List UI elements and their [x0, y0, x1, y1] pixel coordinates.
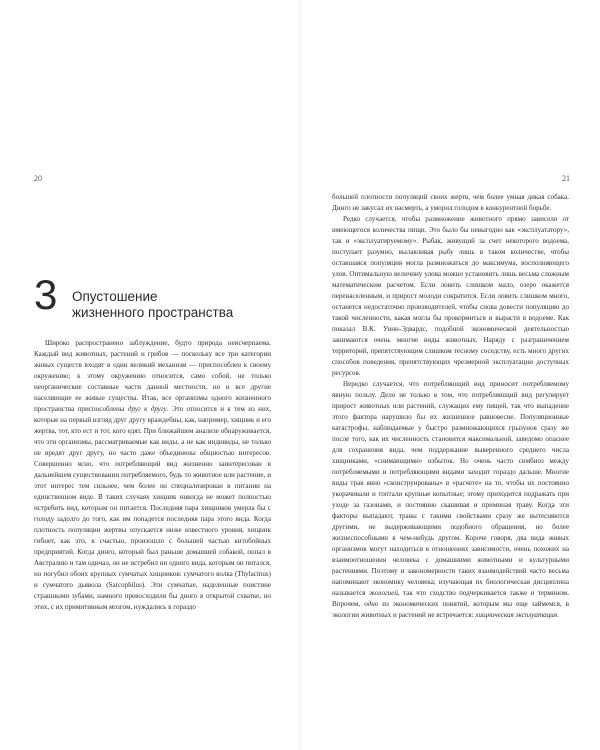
- text-run: . Впрочем,: [332, 589, 569, 608]
- chapter-title: [72, 289, 272, 321]
- text-run: из экономических понятий, которым мы еще займемся, в экологии животных и растений не встречается:: [332, 600, 569, 619]
- chapter-title-line: Опустошение: [72, 289, 158, 304]
- paragraph: [332, 379, 569, 621]
- body-text: [332, 192, 569, 621]
- body-text: [34, 338, 271, 613]
- text-run: Широко распространено заблуждение, будто природа неисчерпаема. Каждый вид животных, растений и грибов — поскольку все три категории живых существ входят в один великий механизм — приспособлен к своему окружению; к этому окружению относится, само собой, не только неорганические составные части данной местности, но и все другие населяющие ее живые существа. Итак, все организмы одного жизненного пространства приспособлены: [34, 339, 271, 413]
- paragraph: [34, 338, 271, 613]
- chapter-title-line: жизненного пространства: [72, 305, 234, 320]
- right-page: [300, 0, 600, 750]
- page-number: 20: [34, 174, 42, 183]
- paragraph: Редко случается, чтобы размножение животного прямо зависело от имеющегося количества пищи. Это было бы невыгодно как «эксплуататору», так и «эксплуатируемому». Рыбак, живущий за счет некоторого водоема, поступает разумно, вылавливая рыбу лишь в таком количестве, чтобы оставшаяся популяция могла размножаться до максимума, восполняющего улов. Оптимальную величину улова можно установить лишь весьма сложным математическим расчетом. Если ловить слишком мало, озеро окажется перенаселенным, и прирост молоди сократится. Если ловить слишком много, останется недостаточно производителей, чтобы снова довести популяцию до такой численности, какая могла бы прокормиться и вырасти в водоеме. Как показал В.К. Уинн-Эдвардс, подобной экономической деятельностью занимаются очень многие виды животных. Наряду с разграничением территорий, препятствующим слишком тесному соседству, есть много других способов поведения, препятствующих чрезмерной эксплуатации доступных ресурсов.: [332, 215, 569, 377]
- italic-run: хищническая эксплуатация: [475, 611, 557, 619]
- chapter-number: 3: [34, 271, 58, 318]
- text-run: Нередко случается, что потребляющий вид приносит потребляемому явную пользу. Дело не только в том, что потребляющий вид регулирует прирост животных или растений, служащих ему пищей, так что выпадение этого фактора нарушило бы их жизненное равновесие. Популяционные катастрофы, наблюдаемые у быстро размножающихся грызунов сразу же после того, как их численность становится максимальной, заведомо опаснее для сохранения вида, чем поддержание выверенного среднего числа хищниками, «снимающими» избыток. Но очень часто симбиоз между потребляемыми и потребляющими видами заходит гораздо дальше. Многие виды трав явно «сконструированы» в «расчете» на то, чтобы их постоянно укорачивали и топтали крупные копытные; этому приходится подражать при уходе за газонами, и постоянно скашивая и приминая траву. Когда эти факторы выпадают, травы с такими свойствами сразу же вытесняются другими, не выдерживающими подобного обращения, но более жизнеспособными в чем-нибудь другом. Короче говоря, два вида живых организмов могут находиться в отношениях зависимости, очень похожих на взаимоотношения человека с домашними животными и культурными растениями. Поэтому и закономерности таких взаимодействий часто весьма напоминают экономику человека; изучающая их биологическая дисциплина называется: [332, 380, 569, 597]
- italic-run: одно: [364, 600, 379, 608]
- text-run: .: [556, 611, 559, 619]
- italic-run: друг к другу: [127, 405, 167, 413]
- text-run: , так что сходство подчеркивается также и термином: [397, 589, 568, 597]
- text-run: . Это относится и к тем из них, которые на первый взгляд друг другу враждебны, как, например, хищник и его жертва, тот, кто ест и тот, кого едят. При ближайшем анализе обнаруживается, что эти организмы, рассматриваемые как виды, а не как индивиды, не только не вредят друг другу, но часто даже объединены общностью интересов. Совершенно ясно, что потребляющий вид жизненно заинтересован в дальнейшем существовании потребляемого, будь то животное или растение, и этот интерес тем сильнее, чем более он специализирован в питании на единственном виде. В таких случаях хищник никогда не может полностью истребить вид, которым он питается. Последняя пара хищников умерла бы с голоду задолго до того, как им попадется последняя пара этого вида. Когда плотность популяции жертвы опускается ниже известного уровня, хищник гибнет, как это, к счастью, произошло с большей частью китобойных предприятий. Когда динго, который был раньше домашней собакой, попал в Австралию и там одичал, он не истребил ни одного вида, которым он питался, но погубил обоих крупных сумчатых хищников: сумчатого волка (Thylacinus) и сумчатого дьявола (Sarcophilus). Эти сумчатые, наделенные поистине страшными зубами, намного превосходили бы динго в открытой схватке, но этих, с их примитивным мозгом, нуждались в гораздо: [34, 405, 271, 611]
- page-number: 21: [562, 174, 570, 183]
- italic-run: экологией: [368, 589, 398, 597]
- paragraph: большей плотности популяций своих жертв, чем более умная дикая собака. Динго не закусал их насмерть, а уморил голодом в конкурентной борьбе.: [332, 193, 569, 212]
